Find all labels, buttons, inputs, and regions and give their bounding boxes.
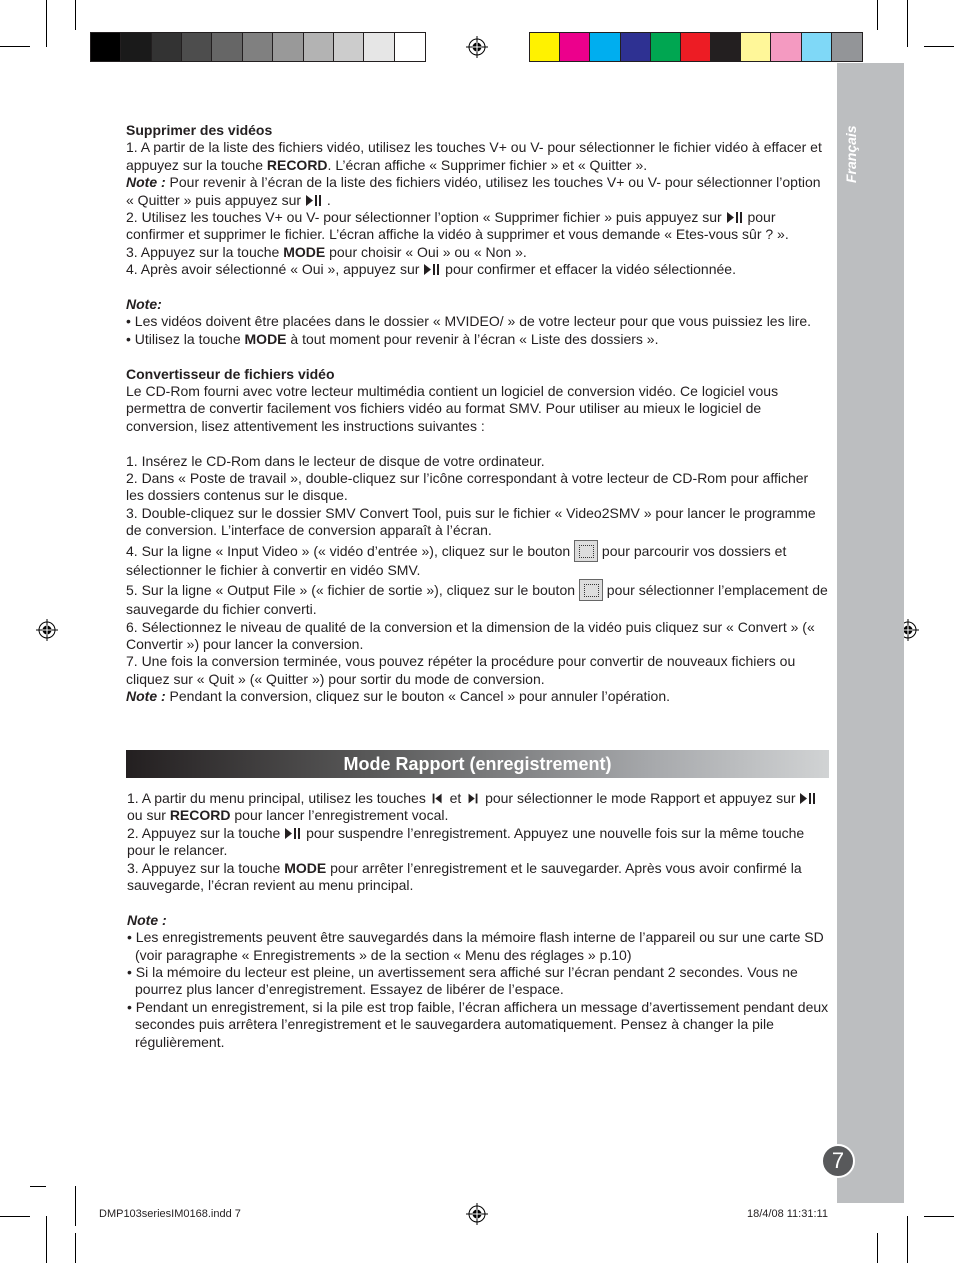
bullet: • Si la mémoire du lecteur est pleine, un avertissement sera affiché sur l’écran pendant 2 secondes. Vous ne pourrez plus lancer d’enregistrement. Essayez de libérer de l’espace. — [127, 964, 798, 998]
color-swatch — [681, 33, 711, 61]
step: 4. Sur la ligne « Input Video » (« vidéo d’entrée »), cliquez sur le bouton pour parcourir vos dossiers et sélectionner le fichier à convertir en vidéo SMV. — [126, 540, 828, 579]
crop-mark — [75, 1186, 76, 1226]
color-swatch — [121, 33, 151, 61]
crop-mark — [907, 1216, 908, 1263]
footer-timestamp: 18/4/08 11:31:11 — [747, 1208, 828, 1220]
note-paragraph: Note : Pendant la conversion, cliquez sur le bouton « Cancel » pour annuler l’opération. — [126, 688, 670, 705]
crop-mark — [30, 1186, 46, 1187]
next-icon — [465, 792, 481, 805]
language-tab-label: Français — [843, 125, 859, 183]
crop-mark — [46, 0, 47, 47]
color-swatch — [212, 33, 242, 61]
crop-mark — [0, 46, 30, 47]
registration-mark-icon — [36, 619, 58, 641]
crop-mark — [907, 0, 908, 47]
step: 5. Sur la ligne « Output File » (« fichier de sortie »), cliquez sur le bouton pour sélectionner l’emplacement de sauvegarde du fichier converti. — [126, 579, 828, 618]
process-color-bar — [529, 32, 863, 62]
paragraph: 4. Après avoir sélectionné « Oui », appuyez sur pour confirmer et effacer la vidéo sélectionnée. — [126, 261, 736, 278]
previous-icon — [430, 792, 446, 805]
color-swatch — [334, 33, 364, 61]
crop-mark — [924, 1216, 954, 1217]
section-heading: Supprimer des vidéos — [126, 122, 273, 138]
play-pause-icon — [799, 792, 817, 805]
crop-mark — [46, 1216, 47, 1263]
color-swatch — [273, 33, 303, 61]
color-swatch — [243, 33, 273, 61]
color-swatch — [802, 33, 832, 61]
color-swatch — [364, 33, 394, 61]
paragraph: Le CD-Rom fourni avec votre lecteur multimédia contient un logiciel de conversion vidéo. Ce logiciel vous permettra de convertir facilement vos fichiers vidéo au format SMV. Pour utiliser au mieux le logiciel de conversion, lisez attentivement les instructions suivantes : — [126, 383, 779, 434]
grayscale-color-bar — [90, 32, 426, 62]
play-pause-icon — [284, 827, 302, 840]
language-side-tab — [837, 63, 904, 1203]
bullet: • Les enregistrements peuvent être sauvegardés dans la mémoire flash interne de l’appareil ou sur une carte SD (voir paragraphe « Enregistrements » de la section « Menu des réglages » p.10) — [127, 929, 824, 963]
paragraph: 1. A partir du menu principal, utilisez les touches et pour sélectionner le mode Rapport et appuyez sur ou sur RECORD pour lancer l’enregistrement vocal. — [127, 790, 832, 825]
paragraph: 2. Appuyez sur la touche pour suspendre l’enregistrement. Appuyez une nouvelle fois sur la même touche pour le relancer. — [127, 824, 805, 859]
crop-mark — [924, 46, 954, 47]
color-swatch — [711, 33, 741, 61]
bullet: • Les vidéos doivent être placées dans le dossier « MVIDEO/ » de votre lecteur pour que vous puissiez les lire. — [126, 313, 812, 330]
color-swatch — [304, 33, 334, 61]
section-heading: Convertisseur de fichiers vidéo — [126, 365, 335, 382]
note-heading: Note : — [127, 911, 167, 928]
color-swatch — [590, 33, 620, 61]
color-swatch — [530, 33, 560, 61]
bullet: • Pendant un enregistrement, si la pile est trop faible, l’écran affichera un message d’avertissement pendant deux secondes puis arrêtera l’enregistrement et le sauvegardera automatiquement. Pensez à changer la pile régulièrement. — [127, 998, 829, 1050]
paragraph: 2. Utilisez les touches V+ ou V- pour sélectionner l’option « Supprimer fichier » puis appuyez sur pour confirmer et supprimer le fichier. L’écran affiche la vidéo à supprimer et vous demande « Etes-vous sûr ? ». — [126, 209, 789, 243]
play-pause-icon — [726, 211, 744, 224]
color-swatch — [651, 33, 681, 61]
crop-mark — [75, 0, 76, 30]
color-swatch — [832, 33, 862, 61]
recording-content — [127, 790, 832, 1051]
color-swatch — [395, 33, 425, 61]
main-content — [126, 122, 828, 706]
color-swatch — [741, 33, 771, 61]
step: 1. Insérez le CD-Rom dans le lecteur de disque de votre ordinateur. — [126, 452, 545, 469]
registration-mark-icon — [466, 1203, 488, 1225]
registration-mark-icon — [466, 36, 488, 58]
color-swatch — [771, 33, 801, 61]
crop-mark — [75, 1233, 76, 1263]
browse-button-icon — [579, 579, 603, 601]
color-swatch — [621, 33, 651, 61]
footer-file-name: DMP103seriesIM0168.indd 7 — [99, 1208, 241, 1220]
step: 7. Une fois la conversion terminée, vous pouvez répéter la procédure pour convertir de nouveaux fichiers ou cliquez sur « Quit » (« Quitter ») pour sortir du mode de conversion. — [126, 653, 796, 687]
play-pause-icon — [423, 263, 441, 276]
browse-button-icon — [574, 540, 598, 562]
crop-mark — [877, 1233, 878, 1263]
paragraph: 1. A partir de la liste des fichiers vidéo, utilisez les touches V+ ou V- pour sélectionner le fichier vidéo à effacer et appuyez sur la touche RECORD. L’écran affiche « Supprimer fichier » et « Quitter ». — [126, 139, 822, 173]
color-swatch — [152, 33, 182, 61]
note-heading: Note: — [126, 296, 162, 313]
paragraph: 3. Appuyez sur la touche MODE pour arrêter l’enregistrement et le sauvegarder. Après vous avoir confirmé la sauvegarde, l’écran revient au menu principal. — [127, 859, 802, 894]
note-paragraph: Note : Pour revenir à l’écran de la liste des fichiers vidéo, utilisez les touches V+ ou V- pour sélectionner l’option « Quitter » puis appuyez sur . — [126, 174, 821, 208]
play-pause-icon — [305, 194, 323, 207]
step: 2. Dans « Poste de travail », double-cliquez sur l’icône correspondant à votre lecteur de CD-Rom pour afficher les dossiers contenus sur le disque. — [126, 470, 809, 504]
section-banner: Mode Rapport (enregistrement) — [126, 750, 829, 778]
crop-mark — [877, 0, 878, 30]
crop-mark — [0, 1216, 30, 1217]
color-swatch — [182, 33, 212, 61]
color-swatch — [560, 33, 590, 61]
paragraph: 3. Appuyez sur la touche MODE pour choisir « Oui » ou « Non ». — [126, 243, 527, 260]
step: 6. Sélectionnez le niveau de qualité de la conversion et la dimension de la vidéo puis cliquez sur « Convert » (« Convertir ») pour lancer la conversion. — [126, 618, 815, 652]
page-number: 7 — [821, 1144, 855, 1178]
step: 3. Double-cliquez sur le dossier SMV Convert Tool, puis sur le fichier « Video2SMV » pour lancer le programme de conversion. L’interface de conversion apparaît à l’écran. — [126, 504, 816, 539]
color-swatch — [91, 33, 121, 61]
bullet: • Utilisez la touche MODE à tout moment pour revenir à l’écran « Liste des dossiers ». — [126, 330, 659, 347]
